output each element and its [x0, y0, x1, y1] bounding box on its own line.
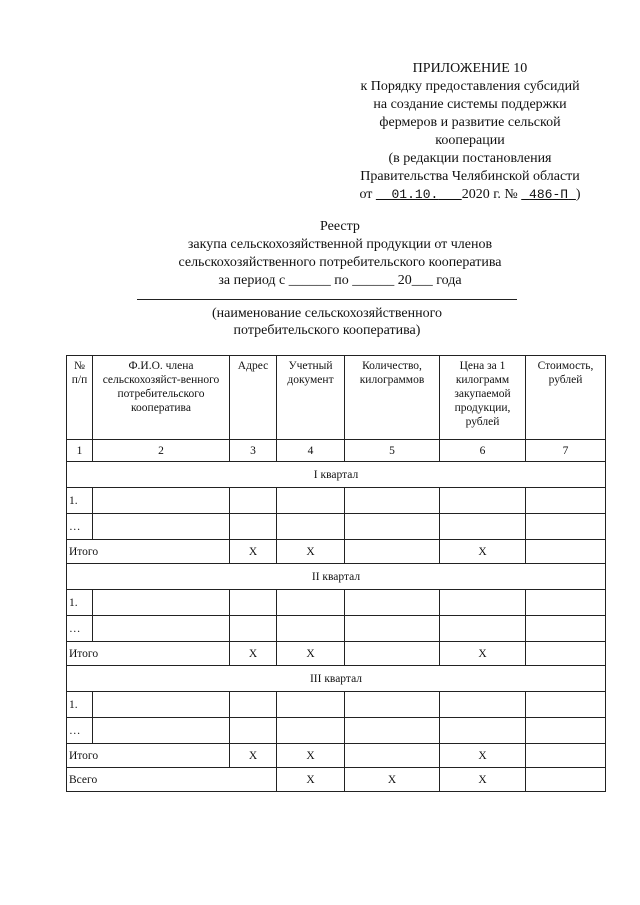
table-row: [67, 488, 606, 514]
row-ellipsis: …: [67, 514, 93, 540]
document-title: [100, 218, 580, 290]
subtotal-label: Итого: [67, 744, 230, 768]
table-cell: [230, 718, 277, 744]
annex-line: (в редакции постановления: [388, 151, 552, 166]
col-number: 5: [345, 440, 440, 462]
table-cell: [230, 692, 277, 718]
quarter-header-row: [67, 462, 606, 488]
row-number: 1.: [67, 590, 93, 616]
x-mark: X: [277, 768, 345, 792]
row-number: 1.: [67, 488, 93, 514]
table-cell: [230, 488, 277, 514]
col-number: 7: [526, 440, 606, 462]
table-cell: [93, 616, 230, 642]
date-prefix: от: [359, 187, 373, 202]
row-number: 1.: [67, 692, 93, 718]
row-ellipsis: …: [67, 616, 93, 642]
table-row: [67, 590, 606, 616]
table-cell: [440, 488, 526, 514]
table-cell: [526, 616, 606, 642]
table-cell: [345, 488, 440, 514]
annex-title: ПРИЛОЖЕНИЕ 10: [412, 61, 528, 76]
table-cell: [93, 590, 230, 616]
table-cell: [526, 642, 606, 666]
col-header-quantity: Количество, килограммов: [345, 356, 440, 440]
table-cell: [93, 692, 230, 718]
period-line: за период с ______ по ______ 20___ года: [218, 273, 462, 288]
subtotal-label: Итого: [67, 642, 230, 666]
table-cell: [277, 514, 345, 540]
table-cell: [440, 692, 526, 718]
year-number-label: 2020 г. №: [461, 187, 518, 202]
col-number: 2: [93, 440, 230, 462]
table-cell: [526, 718, 606, 744]
table-cell: [93, 718, 230, 744]
annex-block: [330, 60, 610, 204]
table-cell: [230, 590, 277, 616]
x-mark: X: [440, 642, 526, 666]
x-mark: X: [230, 744, 277, 768]
col-header-cost: Стоимость, рублей: [526, 356, 606, 440]
table-cell: [277, 616, 345, 642]
grand-total-row: [67, 768, 606, 792]
table-cell: [526, 514, 606, 540]
table-cell: [277, 590, 345, 616]
table-row: [67, 514, 606, 540]
table-row: [67, 718, 606, 744]
annex-line: кооперации: [435, 133, 505, 148]
table-cell: [230, 616, 277, 642]
quarter-header-row: [67, 564, 606, 590]
table-cell: [277, 692, 345, 718]
table-cell: [526, 744, 606, 768]
title-main: Реестр: [320, 219, 360, 234]
quarter-label: II квартал: [67, 564, 606, 590]
annex-date-line: [330, 186, 610, 204]
grand-total-label: Всего: [67, 768, 277, 792]
table-cell: [526, 768, 606, 792]
table-cell: [440, 718, 526, 744]
x-mark: X: [440, 768, 526, 792]
table-cell: [526, 692, 606, 718]
col-number: 1: [67, 440, 93, 462]
subtotal-row: [67, 540, 606, 564]
x-mark: X: [277, 642, 345, 666]
table-cell: [345, 744, 440, 768]
x-mark: X: [230, 642, 277, 666]
table-cell: [93, 488, 230, 514]
subtotal-label: Итого: [67, 540, 230, 564]
annex-line: Правительства Челябинской области: [360, 169, 580, 184]
annex-line: на создание системы поддержки: [373, 97, 567, 112]
quarter-label: I квартал: [67, 462, 606, 488]
table-row: [67, 616, 606, 642]
x-mark: X: [345, 768, 440, 792]
table-cell: [277, 488, 345, 514]
resolution-date: 01.10.: [391, 187, 439, 202]
table-cell: [526, 540, 606, 564]
table-cell: [526, 488, 606, 514]
table-row: [67, 692, 606, 718]
col-header-address: Адрес: [230, 356, 277, 440]
col-number: 4: [277, 440, 345, 462]
table-cell: [345, 616, 440, 642]
closing-paren: ): [575, 187, 581, 202]
table-cell: [345, 718, 440, 744]
col-number: 6: [440, 440, 526, 462]
annex-line: фермеров и развитие сельской: [379, 115, 561, 130]
table-cell: [230, 514, 277, 540]
subtotal-row: [67, 744, 606, 768]
table-cell: [345, 590, 440, 616]
quarter-label: III квартал: [67, 666, 606, 692]
annex-line: к Порядку предоставления субсидий: [360, 79, 580, 94]
cooperative-name-caption: (наименование сельскохозяйственного потребительского кооператива): [211, 306, 443, 338]
title-line: закупа сельскохозяйственной продукции от членов: [187, 237, 493, 252]
row-ellipsis: …: [67, 718, 93, 744]
table-cell: [345, 540, 440, 564]
table-cell: [345, 514, 440, 540]
x-mark: X: [440, 540, 526, 564]
resolution-number: 486-П: [529, 187, 569, 202]
table-cell: [277, 718, 345, 744]
col-number: 3: [230, 440, 277, 462]
col-header-number: № п/п: [67, 356, 93, 440]
table-cell: [345, 692, 440, 718]
title-line: сельскохозяйственного потребительского кооператива: [178, 255, 502, 270]
x-mark: X: [230, 540, 277, 564]
table-cell: [440, 616, 526, 642]
table-cell: [93, 514, 230, 540]
quarter-header-row: [67, 666, 606, 692]
table-cell: [345, 642, 440, 666]
x-mark: X: [277, 744, 345, 768]
cooperative-name-underline: [137, 299, 517, 300]
x-mark: X: [277, 540, 345, 564]
table-cell: [440, 514, 526, 540]
col-header-document: Учетный документ: [277, 356, 345, 440]
column-numbers-row: [67, 440, 606, 462]
col-header-fio: Ф.И.О. члена сельскохозяйст-венного потребительского кооператива: [93, 356, 230, 440]
subtotal-row: [67, 642, 606, 666]
header-row: [67, 356, 606, 440]
col-header-price: Цена за 1 килограмм закупаемой продукции, рублей: [440, 356, 526, 440]
table-cell: [526, 590, 606, 616]
x-mark: X: [440, 744, 526, 768]
table-cell: [440, 590, 526, 616]
register-table: [66, 355, 606, 792]
